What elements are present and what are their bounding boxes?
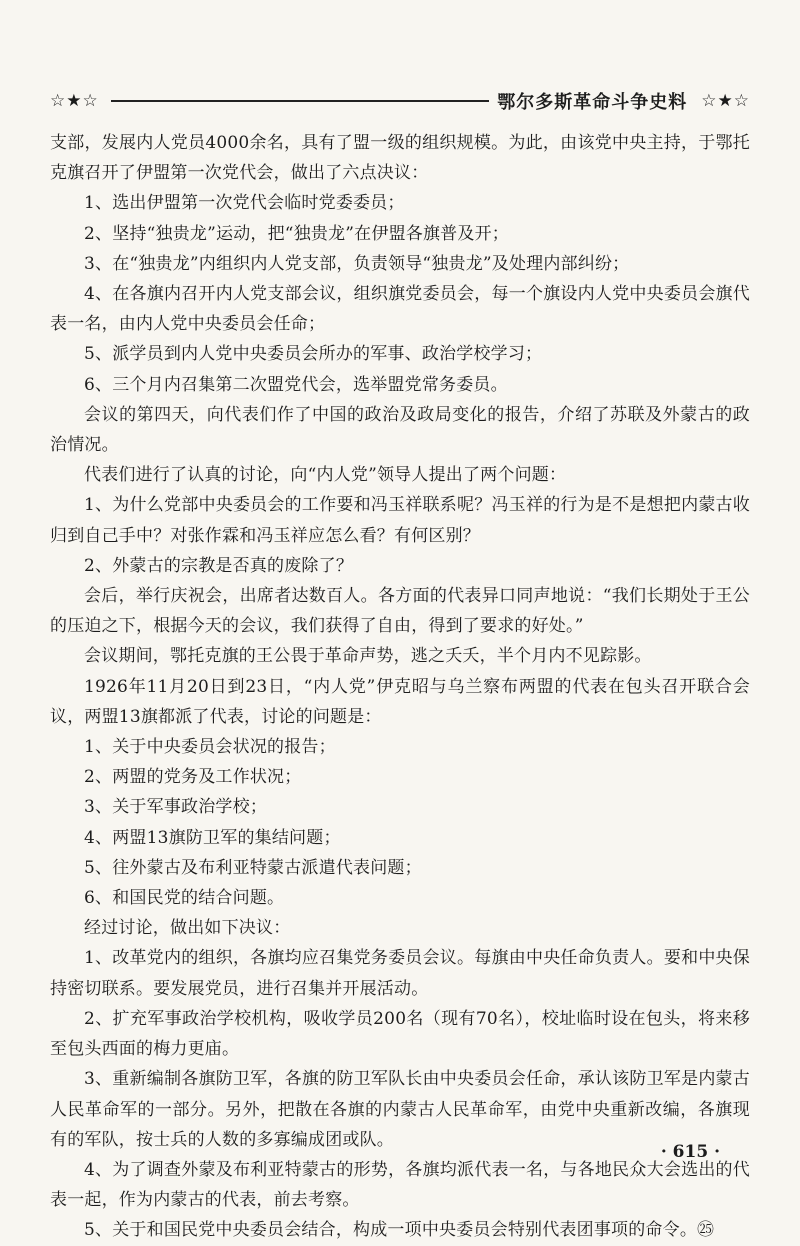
paragraph: 5、往外蒙古及布利亚特蒙古派遣代表问题； [84, 857, 422, 878]
paragraph: 会后，举行庆祝会，出席者达数百人。各方面的代表异口同声地说：“我们长期处于王公的压迫之下，根据今天的会议，我们获得了自由，得到了要求的好处。” [50, 586, 750, 637]
running-header [50, 86, 750, 116]
header-rule [111, 100, 490, 102]
paragraph: 3、重新编制各旗防卫军，各旗的防卫军队长由中央委员会任命，承认该防卫军是内蒙古人民革命军的一部分。另外，把散在各旗的内蒙古人民革命军，由党中央重新改编，各旗现有的军队，按士兵的人数的多寡编成团或队。 [50, 1069, 750, 1150]
series-title: 鄂尔多斯革命斗争史料 [497, 92, 688, 113]
paragraph: 6、和国民党的结合问题。 [84, 888, 285, 909]
paragraph: 2、坚持“独贵龙”运动，把“独贵龙”在伊盟各旗普及开； [84, 223, 509, 244]
paragraph: 2、两盟的党务及工作状况； [84, 767, 302, 788]
last-paragraph [50, 1215, 750, 1245]
paragraph-text: 5、关于和国民党中央委员会结合，构成一项中央委员会特别代表团事项的命令。 [84, 1220, 698, 1241]
body-text [50, 128, 750, 1246]
paragraph: 2、外蒙古的宗教是否真的废除了？ [84, 555, 354, 576]
paragraph: 4、为了调查外蒙及布利亚特蒙古的形势，各旗均派代表一名，与各地民众大会选出的代表一起，作为内蒙古的代表，前去考察。 [50, 1159, 750, 1211]
paragraph: 4、在各旗内召开内人党支部会议，组织旗党委员会，每一个旗设内人党中央委员会旗代表一名，由内人党中央委员会任命； [50, 284, 750, 335]
paragraph: 2、扩充军事政治学校机构，吸收学员200名（现有70名），校址临时设在包头，将来移至包头西面的梅力更庙。 [50, 1008, 751, 1060]
stars-right-ornament: ☆★☆ [701, 91, 750, 111]
footnote-marker: ㉕ [697, 1220, 715, 1241]
paragraph: 会议期间，鄂托克旗的王公畏于革命声势，逃之夭夭，半个月内不见踪影。 [84, 646, 652, 667]
paragraph: 1、改革党内的组织，各旗均应召集党务委员会议。每旗由中央任命负责人。要和中央保持密切联系。要发展党员，进行召集并开展活动。 [50, 948, 750, 999]
paragraph: 1、关于中央委员会状况的报告； [84, 737, 336, 758]
paragraph: 经过讨论，做出如下决议： [84, 918, 291, 939]
paragraph: 3、关于军事政治学校； [84, 797, 268, 818]
paragraph: 6、三个月内召集第二次盟党代会，选举盟党常务委员。 [84, 374, 508, 395]
paragraph: 3、在“独贵龙”内组织内人党支部，负责领导“独贵龙”及处理内部纠纷； [84, 253, 630, 274]
paragraph: 1926年11月20日到23日，“内人党”伊克昭与乌兰察布两盟的代表在包头召开联合会议，两盟13旗都派了代表，讨论的问题是： [50, 676, 750, 727]
paragraph: 1、为什么党部中央委员会的工作要和冯玉祥联系呢？冯玉祥的行为是不是想把内蒙古收归到自己手中？对张作霖和冯玉祥应怎么看？有何区别？ [50, 495, 750, 546]
paragraph: 支部，发展内人党员4000余名，具有了盟一级的组织规模。为此，由该党中央主持，于鄂托克旗召开了伊盟第一次党代会，做出了六点决议： [50, 133, 750, 184]
paragraph: 会议的第四天，向代表们作了中国的政治及政局变化的报告，介绍了苏联及外蒙古的政治情况。 [50, 404, 750, 456]
stars-left-ornament: ☆★☆ [50, 91, 99, 111]
paragraph: 代表们进行了认真的讨论，向“内人党”领导人提出了两个问题： [84, 465, 567, 486]
paragraph: 1、选出伊盟第一次党代会临时党委委员； [84, 193, 405, 214]
paragraph: 5、派学员到内人党中央委员会所办的军事、政治学校学习； [84, 344, 543, 365]
paragraph: 4、两盟13旗防卫军的集结问题； [84, 827, 341, 848]
page-number: · 615 · [660, 1142, 720, 1162]
